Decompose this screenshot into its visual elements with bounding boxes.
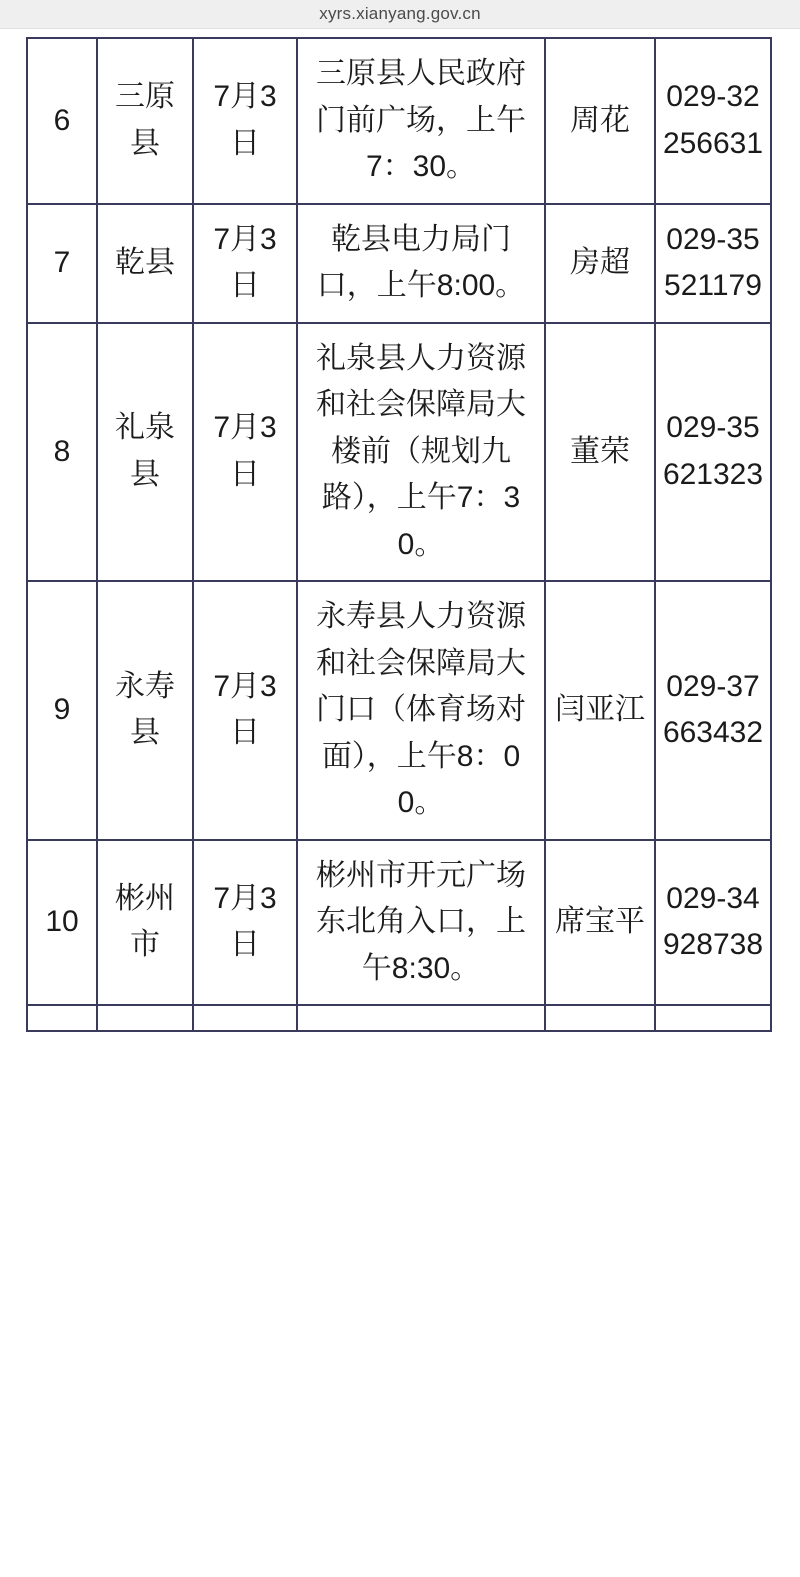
- cell-index: 6: [27, 38, 97, 204]
- cell-index: 10: [27, 840, 97, 1006]
- cell-phone: 029-37663432: [655, 581, 771, 840]
- cell-place: 礼泉县人力资源和社会保障局大楼前（规划九路），上午7：30。: [297, 323, 545, 582]
- cell-contact: 房超: [545, 204, 655, 323]
- table-row: [27, 581, 771, 840]
- cell-area: 乾县: [97, 204, 193, 323]
- cell-phone: [655, 1005, 771, 1031]
- table-row: [27, 323, 771, 582]
- table-row: [27, 38, 771, 204]
- cell-place: 永寿县人力资源和社会保障局大门口（体育场对面），上午8：00。: [297, 581, 545, 840]
- cell-phone: 029-35521179: [655, 204, 771, 323]
- cell-index: 9: [27, 581, 97, 840]
- cell-area: 三原县: [97, 38, 193, 204]
- cell-contact: 董荣: [545, 323, 655, 582]
- cell-contact: 闫亚江: [545, 581, 655, 840]
- cell-index: 8: [27, 323, 97, 582]
- cell-phone: 029-32256631: [655, 38, 771, 204]
- cell-area: [97, 1005, 193, 1031]
- cell-place: 彬州市开元广场东北角入口，上午8:30。: [297, 840, 545, 1006]
- table-row: [27, 840, 771, 1006]
- cell-place: [297, 1005, 545, 1031]
- cell-index: [27, 1005, 97, 1031]
- cell-date: 7月3日: [193, 204, 297, 323]
- cell-date: [193, 1005, 297, 1031]
- cell-area: 永寿县: [97, 581, 193, 840]
- cell-contact: 周花: [545, 38, 655, 204]
- cell-date: 7月3日: [193, 581, 297, 840]
- cell-area: 礼泉县: [97, 323, 193, 582]
- schedule-table: [26, 37, 772, 1032]
- cell-place: 乾县电力局门口，上午8:00。: [297, 204, 545, 323]
- cell-phone: 029-35621323: [655, 323, 771, 582]
- table-row: [27, 204, 771, 323]
- cell-contact: [545, 1005, 655, 1031]
- browser-url-bar[interactable]: [0, 0, 800, 29]
- url-text: xyrs.xianyang.gov.cn: [319, 4, 481, 23]
- cell-date: 7月3日: [193, 840, 297, 1006]
- cell-contact: 席宝平: [545, 840, 655, 1006]
- cell-index: 7: [27, 204, 97, 323]
- schedule-table-container: [0, 37, 800, 1032]
- cell-place: 三原县人民政府门前广场，上午7：30。: [297, 38, 545, 204]
- table-row-partial: [27, 1005, 771, 1031]
- cell-area: 彬州市: [97, 840, 193, 1006]
- cell-phone: 029-34928738: [655, 840, 771, 1006]
- cell-date: 7月3日: [193, 38, 297, 204]
- cell-date: 7月3日: [193, 323, 297, 582]
